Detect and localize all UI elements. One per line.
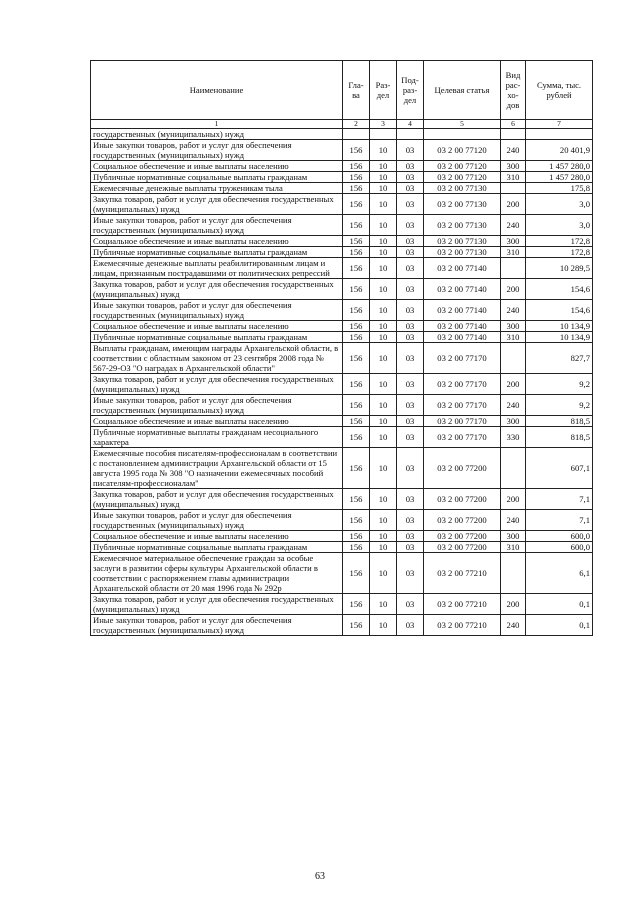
row-name: Социальное обеспечение и иные выплаты населению bbox=[91, 161, 343, 172]
row-name: Социальное обеспечение и иные выплаты населению bbox=[91, 236, 343, 247]
row-glava: 156 bbox=[343, 374, 370, 395]
row-name: Публичные нормативные социальные выплаты гражданам bbox=[91, 247, 343, 258]
row-name: Социальное обеспечение и иные выплаты населению bbox=[91, 531, 343, 542]
row-glava: 156 bbox=[343, 427, 370, 448]
row-target: 03 2 00 77140 bbox=[424, 332, 501, 343]
row-vid: 200 bbox=[501, 279, 526, 300]
row-glava: 156 bbox=[343, 615, 370, 636]
table-row bbox=[91, 172, 593, 183]
row-vid: 240 bbox=[501, 395, 526, 416]
header-sum: Сумма, тыс. рублей bbox=[526, 61, 593, 120]
column-number: 7 bbox=[526, 120, 593, 129]
row-razdel: 10 bbox=[370, 172, 397, 183]
row-vid: 200 bbox=[501, 594, 526, 615]
row-sum: 10 289,5 bbox=[526, 258, 593, 279]
row-glava: 156 bbox=[343, 215, 370, 236]
row-razdel: 10 bbox=[370, 258, 397, 279]
row-razdel: 10 bbox=[370, 321, 397, 332]
row-vid: 200 bbox=[501, 489, 526, 510]
row-name: Ежемесячные денежные выплаты реабилитированным лицам и лицам, признанным пострадавшими от политических репрессий bbox=[91, 258, 343, 279]
row-target: 03 2 00 77130 bbox=[424, 215, 501, 236]
row-glava: 156 bbox=[343, 510, 370, 531]
table-row bbox=[91, 594, 593, 615]
budget-table bbox=[90, 60, 593, 636]
row-glava: 156 bbox=[343, 236, 370, 247]
row-target: 03 2 00 77210 bbox=[424, 553, 501, 594]
table-row bbox=[91, 374, 593, 395]
row-razdel: 10 bbox=[370, 343, 397, 374]
row-vid: 240 bbox=[501, 140, 526, 161]
column-number: 6 bbox=[501, 120, 526, 129]
row-glava: 156 bbox=[343, 183, 370, 194]
row-name: Закупка товаров, работ и услуг для обеспечения государственных (муниципальных) нужд bbox=[91, 594, 343, 615]
row-target: 03 2 00 77130 bbox=[424, 183, 501, 194]
row-name: Ежемесячные денежные выплаты труженикам тыла bbox=[91, 183, 343, 194]
row-podrazdel: 03 bbox=[397, 395, 424, 416]
row-podrazdel: 03 bbox=[397, 489, 424, 510]
row-podrazdel: 03 bbox=[397, 374, 424, 395]
row-target: 03 2 00 77140 bbox=[424, 321, 501, 332]
row-target: 03 2 00 77170 bbox=[424, 343, 501, 374]
row-name: Закупка товаров, работ и услуг для обеспечения государственных (муниципальных) нужд bbox=[91, 489, 343, 510]
table-row bbox=[91, 300, 593, 321]
row-glava: 156 bbox=[343, 172, 370, 183]
row-sum: 10 134,9 bbox=[526, 321, 593, 332]
row-vid bbox=[501, 129, 526, 140]
row-target: 03 2 00 77200 bbox=[424, 531, 501, 542]
row-podrazdel: 03 bbox=[397, 172, 424, 183]
row-name: Иные закупки товаров, работ и услуг для обеспечения государственных (муниципальных) нужд bbox=[91, 615, 343, 636]
row-sum: 1 457 280,0 bbox=[526, 172, 593, 183]
row-podrazdel: 03 bbox=[397, 236, 424, 247]
row-glava: 156 bbox=[343, 140, 370, 161]
row-name: Иные закупки товаров, работ и услуг для обеспечения государственных (муниципальных) нужд bbox=[91, 395, 343, 416]
row-vid: 310 bbox=[501, 332, 526, 343]
row-sum: 827,7 bbox=[526, 343, 593, 374]
row-vid bbox=[501, 448, 526, 489]
row-target: 03 2 00 77170 bbox=[424, 427, 501, 448]
header-vid: Вид рас-хо-дов bbox=[501, 61, 526, 120]
row-sum: 154,6 bbox=[526, 300, 593, 321]
row-vid: 240 bbox=[501, 300, 526, 321]
row-glava: 156 bbox=[343, 194, 370, 215]
row-sum bbox=[526, 129, 593, 140]
row-sum: 172,8 bbox=[526, 247, 593, 258]
row-name: Публичные нормативные социальные выплаты гражданам bbox=[91, 172, 343, 183]
row-razdel: 10 bbox=[370, 489, 397, 510]
row-glava: 156 bbox=[343, 343, 370, 374]
table-body bbox=[91, 129, 593, 636]
table-row bbox=[91, 553, 593, 594]
row-glava: 156 bbox=[343, 553, 370, 594]
row-target: 03 2 00 77170 bbox=[424, 416, 501, 427]
row-target: 03 2 00 77210 bbox=[424, 615, 501, 636]
row-name: Иные закупки товаров, работ и услуг для обеспечения государственных (муниципальных) нужд bbox=[91, 510, 343, 531]
row-vid: 300 bbox=[501, 321, 526, 332]
row-razdel: 10 bbox=[370, 395, 397, 416]
row-target: 03 2 00 77120 bbox=[424, 140, 501, 161]
row-podrazdel: 03 bbox=[397, 194, 424, 215]
row-sum: 7,1 bbox=[526, 489, 593, 510]
row-podrazdel: 03 bbox=[397, 183, 424, 194]
row-vid: 310 bbox=[501, 172, 526, 183]
row-target bbox=[424, 129, 501, 140]
row-razdel: 10 bbox=[370, 374, 397, 395]
row-target: 03 2 00 77130 bbox=[424, 247, 501, 258]
row-vid: 240 bbox=[501, 510, 526, 531]
row-vid: 300 bbox=[501, 531, 526, 542]
table-row bbox=[91, 427, 593, 448]
row-vid: 330 bbox=[501, 427, 526, 448]
table-row bbox=[91, 161, 593, 172]
row-razdel: 10 bbox=[370, 531, 397, 542]
row-vid: 300 bbox=[501, 161, 526, 172]
row-vid: 240 bbox=[501, 215, 526, 236]
header-row bbox=[91, 61, 593, 120]
row-vid: 300 bbox=[501, 236, 526, 247]
row-target: 03 2 00 77210 bbox=[424, 594, 501, 615]
row-target: 03 2 00 77130 bbox=[424, 236, 501, 247]
row-target: 03 2 00 77200 bbox=[424, 542, 501, 553]
row-podrazdel: 03 bbox=[397, 321, 424, 332]
row-razdel: 10 bbox=[370, 194, 397, 215]
row-sum: 607,1 bbox=[526, 448, 593, 489]
row-target: 03 2 00 77200 bbox=[424, 448, 501, 489]
table-row bbox=[91, 615, 593, 636]
row-name: Ежемесячные пособия писателям-профессионалам в соответствии с постановлением администрации Архангельской области от 15 августа 1995 года № 308 "О назначении ежемесячных пособий писателям-профессионалам" bbox=[91, 448, 343, 489]
table-row bbox=[91, 416, 593, 427]
row-glava: 156 bbox=[343, 300, 370, 321]
row-glava: 156 bbox=[343, 489, 370, 510]
row-sum: 9,2 bbox=[526, 395, 593, 416]
row-podrazdel: 03 bbox=[397, 300, 424, 321]
row-sum: 154,6 bbox=[526, 279, 593, 300]
header-glava: Гла-ва bbox=[343, 61, 370, 120]
row-podrazdel: 03 bbox=[397, 332, 424, 343]
row-razdel bbox=[370, 129, 397, 140]
row-glava: 156 bbox=[343, 395, 370, 416]
row-podrazdel: 03 bbox=[397, 615, 424, 636]
row-name: Публичные нормативные социальные выплаты гражданам bbox=[91, 542, 343, 553]
row-razdel: 10 bbox=[370, 615, 397, 636]
table-row bbox=[91, 448, 593, 489]
row-name: Социальное обеспечение и иные выплаты населению bbox=[91, 416, 343, 427]
row-sum: 175,8 bbox=[526, 183, 593, 194]
row-vid: 310 bbox=[501, 542, 526, 553]
row-vid: 240 bbox=[501, 615, 526, 636]
row-name: Закупка товаров, работ и услуг для обеспечения государственных (муниципальных) нужд bbox=[91, 194, 343, 215]
row-sum: 20 401,9 bbox=[526, 140, 593, 161]
row-sum: 600,0 bbox=[526, 542, 593, 553]
row-glava: 156 bbox=[343, 279, 370, 300]
table-row bbox=[91, 140, 593, 161]
row-name: Иные закупки товаров, работ и услуг для обеспечения государственных (муниципальных) нужд bbox=[91, 215, 343, 236]
row-razdel: 10 bbox=[370, 161, 397, 172]
row-glava: 156 bbox=[343, 247, 370, 258]
row-vid: 200 bbox=[501, 374, 526, 395]
row-razdel: 10 bbox=[370, 140, 397, 161]
row-name: Ежемесячное материальное обеспечение граждан за особые заслуги в развитии сферы культуры Архангельской области в соответствии с распоряжением главы администрации Архангельской области от 20 мая 1996 года № 292р bbox=[91, 553, 343, 594]
table-row bbox=[91, 183, 593, 194]
row-sum: 3,0 bbox=[526, 215, 593, 236]
row-name: Закупка товаров, работ и услуг для обеспечения государственных (муниципальных) нужд bbox=[91, 279, 343, 300]
row-razdel: 10 bbox=[370, 332, 397, 343]
row-podrazdel: 03 bbox=[397, 594, 424, 615]
row-vid: 300 bbox=[501, 416, 526, 427]
header-name: Наименование bbox=[91, 61, 343, 120]
row-vid bbox=[501, 183, 526, 194]
row-glava: 156 bbox=[343, 448, 370, 489]
row-glava: 156 bbox=[343, 531, 370, 542]
table-row bbox=[91, 343, 593, 374]
table-row bbox=[91, 215, 593, 236]
row-podrazdel: 03 bbox=[397, 531, 424, 542]
row-podrazdel: 03 bbox=[397, 416, 424, 427]
table-row bbox=[91, 332, 593, 343]
column-number: 2 bbox=[343, 120, 370, 129]
row-podrazdel: 03 bbox=[397, 247, 424, 258]
row-razdel: 10 bbox=[370, 236, 397, 247]
column-number: 1 bbox=[91, 120, 343, 129]
column-number-row bbox=[91, 120, 593, 129]
row-glava: 156 bbox=[343, 542, 370, 553]
row-razdel: 10 bbox=[370, 215, 397, 236]
row-razdel: 10 bbox=[370, 247, 397, 258]
row-target: 03 2 00 77170 bbox=[424, 395, 501, 416]
row-razdel: 10 bbox=[370, 448, 397, 489]
row-podrazdel: 03 bbox=[397, 161, 424, 172]
row-podrazdel: 03 bbox=[397, 427, 424, 448]
row-razdel: 10 bbox=[370, 279, 397, 300]
row-razdel: 10 bbox=[370, 300, 397, 321]
row-target: 03 2 00 77130 bbox=[424, 194, 501, 215]
row-razdel: 10 bbox=[370, 594, 397, 615]
row-target: 03 2 00 77120 bbox=[424, 161, 501, 172]
row-name: Выплаты гражданам, имеющим награды Архангельской области, в соответствии с областным законом от 23 сентября 2008 года № 567-29-ОЗ "О наградах в Архангельской области" bbox=[91, 343, 343, 374]
row-name: Публичные нормативные выплаты гражданам несоциального характера bbox=[91, 427, 343, 448]
row-sum: 0,1 bbox=[526, 594, 593, 615]
header-target: Целевая статья bbox=[424, 61, 501, 120]
row-glava: 156 bbox=[343, 332, 370, 343]
row-podrazdel: 03 bbox=[397, 279, 424, 300]
row-vid: 310 bbox=[501, 247, 526, 258]
row-vid bbox=[501, 553, 526, 594]
page-number: 63 bbox=[315, 871, 325, 882]
row-sum: 1 457 280,0 bbox=[526, 161, 593, 172]
row-podrazdel: 03 bbox=[397, 542, 424, 553]
row-target: 03 2 00 77170 bbox=[424, 374, 501, 395]
row-glava: 156 bbox=[343, 594, 370, 615]
row-vid bbox=[501, 258, 526, 279]
row-target: 03 2 00 77200 bbox=[424, 510, 501, 531]
row-razdel: 10 bbox=[370, 183, 397, 194]
row-podrazdel: 03 bbox=[397, 215, 424, 236]
table-row bbox=[91, 236, 593, 247]
row-sum: 7,1 bbox=[526, 510, 593, 531]
row-glava: 156 bbox=[343, 161, 370, 172]
row-sum: 10 134,9 bbox=[526, 332, 593, 343]
row-name: Публичные нормативные социальные выплаты гражданам bbox=[91, 332, 343, 343]
row-vid bbox=[501, 343, 526, 374]
table-row bbox=[91, 395, 593, 416]
row-vid: 200 bbox=[501, 194, 526, 215]
row-target: 03 2 00 77140 bbox=[424, 300, 501, 321]
row-sum: 3,0 bbox=[526, 194, 593, 215]
column-number: 3 bbox=[370, 120, 397, 129]
row-name: Социальное обеспечение и иные выплаты населению bbox=[91, 321, 343, 332]
row-name: Иные закупки товаров, работ и услуг для обеспечения государственных (муниципальных) нужд bbox=[91, 300, 343, 321]
row-sum: 600,0 bbox=[526, 531, 593, 542]
row-glava: 156 bbox=[343, 258, 370, 279]
table-row bbox=[91, 489, 593, 510]
row-name: Закупка товаров, работ и услуг для обеспечения государственных (муниципальных) нужд bbox=[91, 374, 343, 395]
row-podrazdel: 03 bbox=[397, 140, 424, 161]
row-target: 03 2 00 77200 bbox=[424, 489, 501, 510]
row-glava bbox=[343, 129, 370, 140]
row-podrazdel: 03 bbox=[397, 343, 424, 374]
table-row bbox=[91, 542, 593, 553]
table-row bbox=[91, 194, 593, 215]
row-sum: 818,5 bbox=[526, 416, 593, 427]
row-sum: 9,2 bbox=[526, 374, 593, 395]
column-number: 5 bbox=[424, 120, 501, 129]
row-razdel: 10 bbox=[370, 553, 397, 594]
row-podrazdel: 03 bbox=[397, 448, 424, 489]
row-target: 03 2 00 77140 bbox=[424, 279, 501, 300]
column-number: 4 bbox=[397, 120, 424, 129]
row-podrazdel: 03 bbox=[397, 510, 424, 531]
table-row bbox=[91, 531, 593, 542]
table-row bbox=[91, 247, 593, 258]
row-sum: 172,8 bbox=[526, 236, 593, 247]
header-razdel: Раз-дел bbox=[370, 61, 397, 120]
row-name: государственных (муниципальных) нужд bbox=[91, 129, 343, 140]
table-row bbox=[91, 279, 593, 300]
row-glava: 156 bbox=[343, 416, 370, 427]
row-sum: 818,5 bbox=[526, 427, 593, 448]
row-razdel: 10 bbox=[370, 510, 397, 531]
row-podrazdel: 03 bbox=[397, 553, 424, 594]
row-razdel: 10 bbox=[370, 427, 397, 448]
table-row bbox=[91, 258, 593, 279]
row-target: 03 2 00 77140 bbox=[424, 258, 501, 279]
table-row bbox=[91, 321, 593, 332]
header-podrazdel: Под-раз-дел bbox=[397, 61, 424, 120]
row-razdel: 10 bbox=[370, 542, 397, 553]
row-sum: 0,1 bbox=[526, 615, 593, 636]
row-target: 03 2 00 77120 bbox=[424, 172, 501, 183]
row-razdel: 10 bbox=[370, 416, 397, 427]
row-name: Иные закупки товаров, работ и услуг для обеспечения государственных (муниципальных) нужд bbox=[91, 140, 343, 161]
row-sum: 6,1 bbox=[526, 553, 593, 594]
table-row bbox=[91, 510, 593, 531]
row-podrazdel bbox=[397, 129, 424, 140]
row-podrazdel: 03 bbox=[397, 258, 424, 279]
row-glava: 156 bbox=[343, 321, 370, 332]
table-row bbox=[91, 129, 593, 140]
